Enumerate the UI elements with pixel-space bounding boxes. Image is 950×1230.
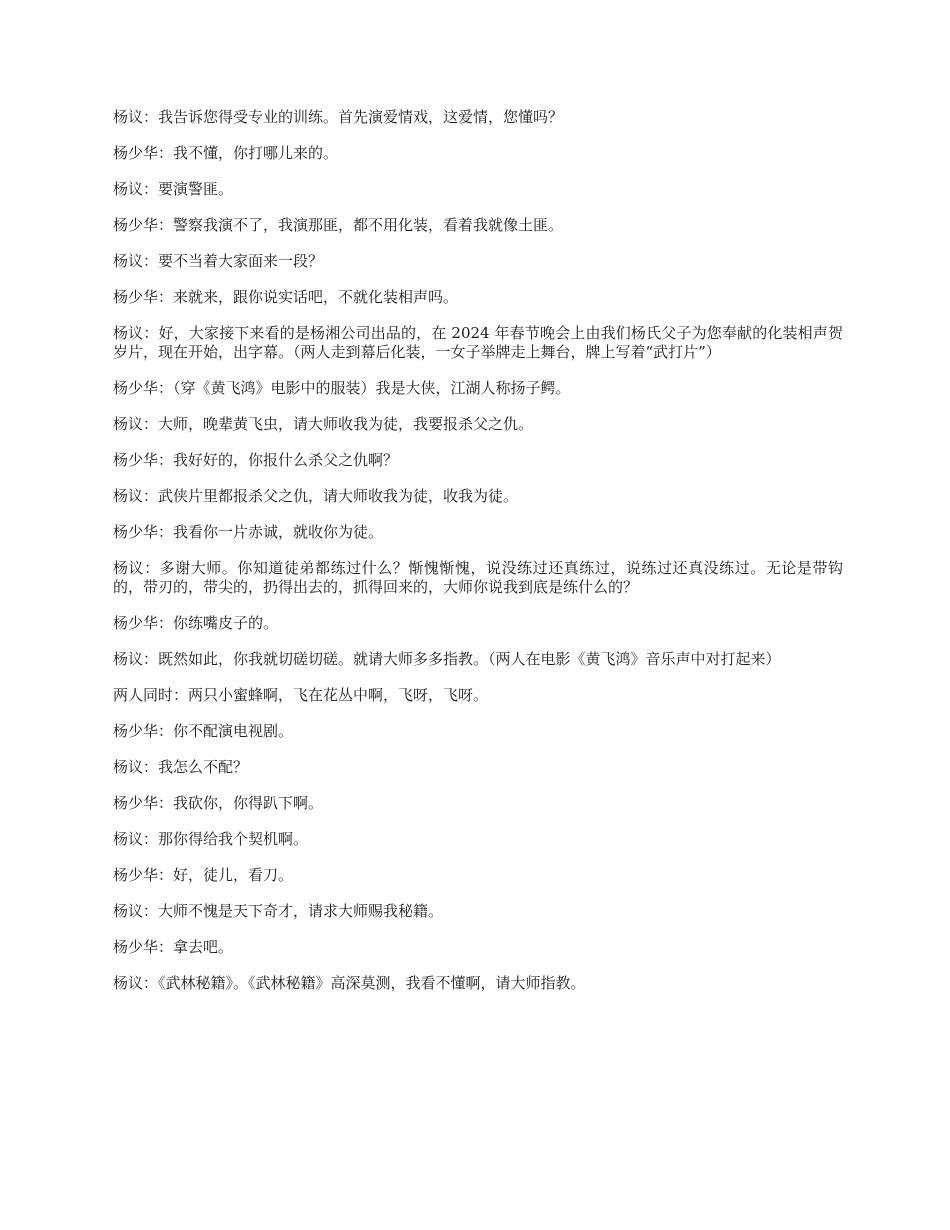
dialogue-paragraph: 杨少华：（穿《黄飞鸿》电影中的服装）我是大侠，江湖人称扬子鳄。: [113, 379, 571, 397]
dialogue-paragraph: 杨议：大师不愧是天下奇才，请求大师赐我秘籍。: [113, 902, 444, 920]
dialogue-paragraph: 杨议：我告诉您得受专业的训练。首先演爱情戏，这爱情，您懂吗？: [113, 108, 564, 126]
dialogue-paragraph: 杨议：我怎么不配？: [113, 758, 249, 776]
dialogue-paragraph: 杨少华：我看你一片赤诚，就收你为徒。: [113, 523, 384, 541]
document-page: [113, 108, 843, 1010]
dialogue-paragraph: 杨议：既然如此，你我就切磋切磋。就请大师多多指教。（两人在电影《黄飞鸿》音乐声中对打起来）: [113, 650, 781, 668]
dialogue-paragraph: 杨议：武侠片里都报杀父之仇，请大师收我为徒，收我为徒。: [113, 487, 519, 505]
dialogue-paragraph: 杨少华：我砍你，你得趴下啊。: [113, 794, 324, 812]
dialogue-paragraph: 杨议：好，大家接下来看的是杨湘公司出品的，在 2024 年春节晚会上由我们杨氏父子为您奉献的化装相声贺岁片，现在开始，出字幕。（两人走到幕后化装，一女子举牌走上舞台，牌上写着“武打片”）: [113, 324, 843, 361]
dialogue-paragraph: 杨议：要不当着大家面来一段？: [113, 252, 324, 270]
dialogue-paragraph: 杨议：大师，晚辈黄飞虫，请大师收我为徒，我要报杀父之仇。: [113, 415, 534, 433]
dialogue-paragraph: 杨少华：我好好的，你报什么杀父之仇啊？: [113, 451, 399, 469]
dialogue-paragraph: 杨议：要演警匪。: [113, 180, 234, 198]
dialogue-paragraph: 杨少华：你练嘴皮子的。: [113, 614, 279, 632]
dialogue-paragraph: 杨少华：我不懂，你打哪儿来的。: [113, 144, 339, 162]
dialogue-paragraph: 杨议：多谢大师。你知道徒弟都练过什么？惭愧惭愧，说没练过还真练过，说练过还真没练过。无论是带钩的，带刃的，带尖的，扔得出去的，抓得回来的，大师你说我到底是练什么的？: [113, 559, 843, 596]
dialogue-paragraph: 两人同时：两只小蜜蜂啊，飞在花丛中啊，飞呀，飞呀。: [113, 686, 489, 704]
dialogue-paragraph: 杨议：那你得给我个契机啊。: [113, 830, 309, 848]
dialogue-paragraph: 杨议：《武林秘籍》。《武林秘籍》高深莫测，我看不懂啊，请大师指教。: [113, 974, 586, 992]
dialogue-paragraph: 杨少华：好，徒儿，看刀。: [113, 866, 294, 884]
dialogue-paragraph: 杨少华：来就来，跟你说实话吧，不就化装相声吗。: [113, 288, 459, 306]
dialogue-paragraph: 杨少华：你不配演电视剧。: [113, 722, 294, 740]
dialogue-paragraph: 杨少华：拿去吧。: [113, 938, 234, 956]
dialogue-paragraph: 杨少华：警察我演不了，我演那匪，都不用化装，看着我就像土匪。: [113, 216, 564, 234]
